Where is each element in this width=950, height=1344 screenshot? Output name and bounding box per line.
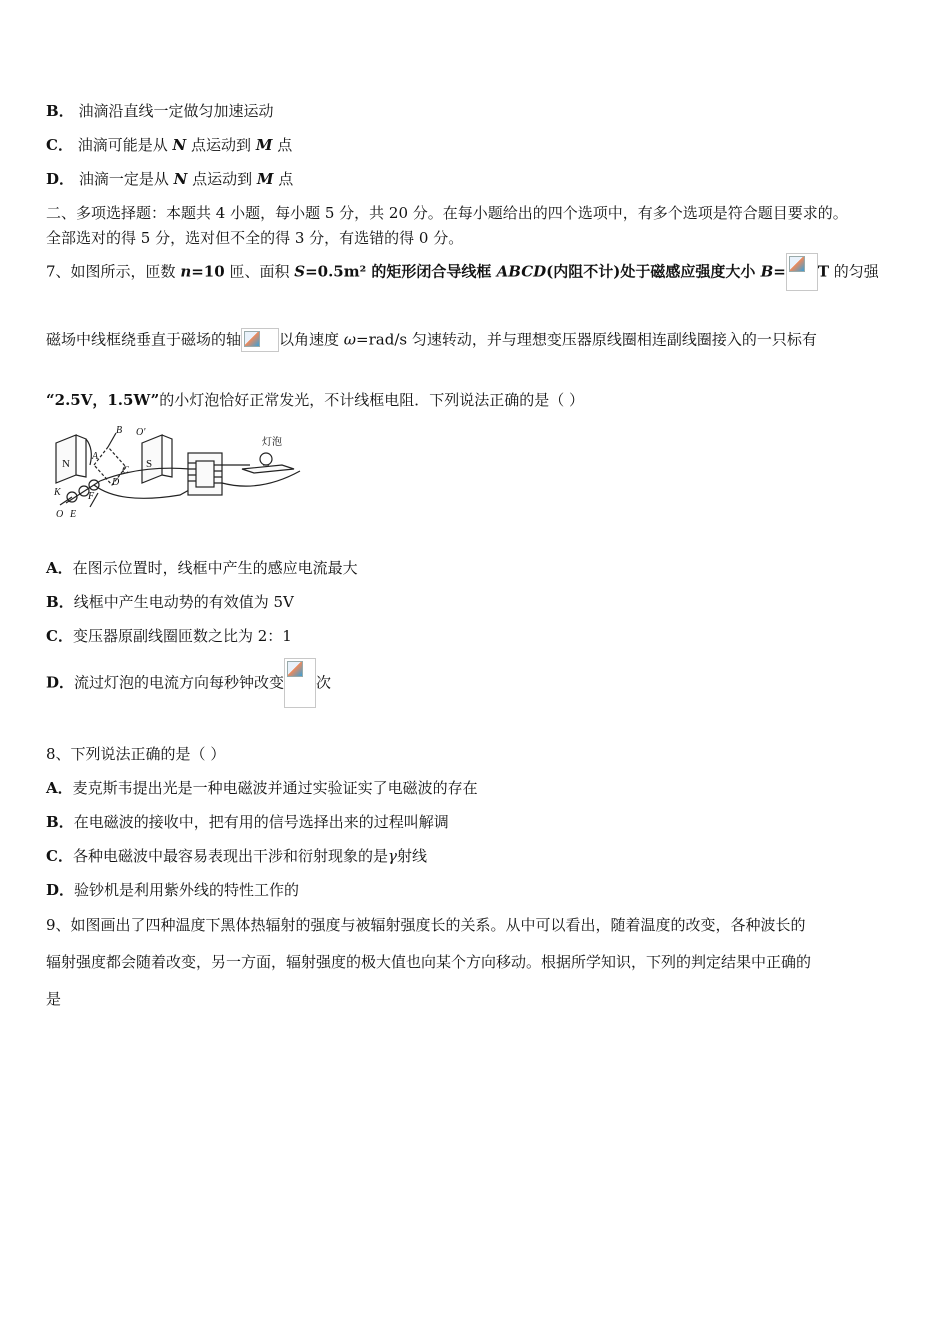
- fig-label-k: K: [54, 487, 61, 498]
- fig-label-e: E: [70, 509, 77, 520]
- fig-label-f: F: [88, 491, 95, 502]
- q7-option-a: A．在图示位置时，线框中产生的感应电流最大: [46, 559, 358, 577]
- q9-stem-line2: 辐射强度都会随着改变，另一方面，辐射强度的极大值也向某个方向移动。根据所学知识，下列的判定结果中正确的: [46, 953, 812, 971]
- q7-option-c: C．变压器原副线圈匝数之比为 2：1: [46, 627, 292, 645]
- option-b-prev: B． 油滴沿直线一定做匀加速运动: [46, 102, 274, 120]
- q8-option-c: C．各种电磁波中最容易表现出干涉和衍射现象的是γ射线: [46, 847, 427, 865]
- fig-label-bulb: 灯泡: [262, 437, 282, 448]
- fig-label-a: A: [92, 451, 99, 462]
- q7-stem-line1: 7、如图所示，匝数 n=10 匝、面积 S=0.5m² 的矩形闭合导线框 ABCD(内阻不计)处于磁感应强度大小 B= T 的匀强: [46, 253, 879, 291]
- fig-label-o: O: [56, 509, 64, 520]
- count-image-icon: [284, 658, 316, 708]
- fig-label-n: N: [62, 458, 70, 470]
- q8-option-a: A．麦克斯韦提出光是一种电磁波并通过实验证实了电磁波的存在: [46, 779, 478, 797]
- q9-stem-line3: 是: [46, 990, 62, 1008]
- q8-stem: 8、下列说法正确的是（ ）: [46, 745, 226, 763]
- fig-label-c: C: [122, 465, 129, 476]
- fig-label-o1: O': [136, 427, 146, 438]
- generator-circuit-figure: [50, 425, 310, 520]
- b-value-image-icon: [786, 253, 818, 291]
- q7-option-b: B．线框中产生电动势的有效值为 5V: [46, 593, 294, 611]
- fig-label-d: D: [112, 477, 120, 488]
- q8-option-d: D．验钞机是利用紫外线的特性工作的: [46, 881, 300, 899]
- axis-image-icon: [241, 328, 279, 352]
- fig-label-b: B: [116, 425, 123, 436]
- q8-option-b: B．在电磁波的接收中，把有用的信号选择出来的过程叫解调: [46, 813, 449, 831]
- q9-stem-line1: 9、如图画出了四种温度下黑体热辐射的强度与被辐射强度长的关系。从中可以看出，随着温度的改变，各种波长的: [46, 916, 806, 934]
- option-c-prev: C． 油滴可能是从 N 点运动到 M 点: [46, 136, 293, 154]
- q7-option-d: D．流过灯泡的电流方向每秒钟改变 次: [46, 658, 331, 708]
- option-d-prev: D． 油滴一定是从 N 点运动到 M 点: [46, 170, 294, 188]
- section2-line2: 全部选对的得 5 分，选对但不全的得 3 分，有选错的得 0 分。: [46, 229, 464, 247]
- q7-stem-line3: “2.5V，1.5W”的小灯泡恰好正常发光，不计线框电阻．下列说法正确的是（ ）: [46, 391, 584, 409]
- fig-label-s: S: [146, 458, 153, 470]
- q7-stem-line2: 磁场中线框绕垂直于磁场的轴 以角速度 ω=rad/s 匀速转动，并与理想变压器原线圈相连副线圈接入的一只标有: [46, 328, 817, 352]
- section2-line1: 二、多项选择题：本题共 4 小题，每小题 5 分，共 20 分。在每小题给出的四个选项中，有多个选项是符合题目要求的。: [46, 204, 848, 222]
